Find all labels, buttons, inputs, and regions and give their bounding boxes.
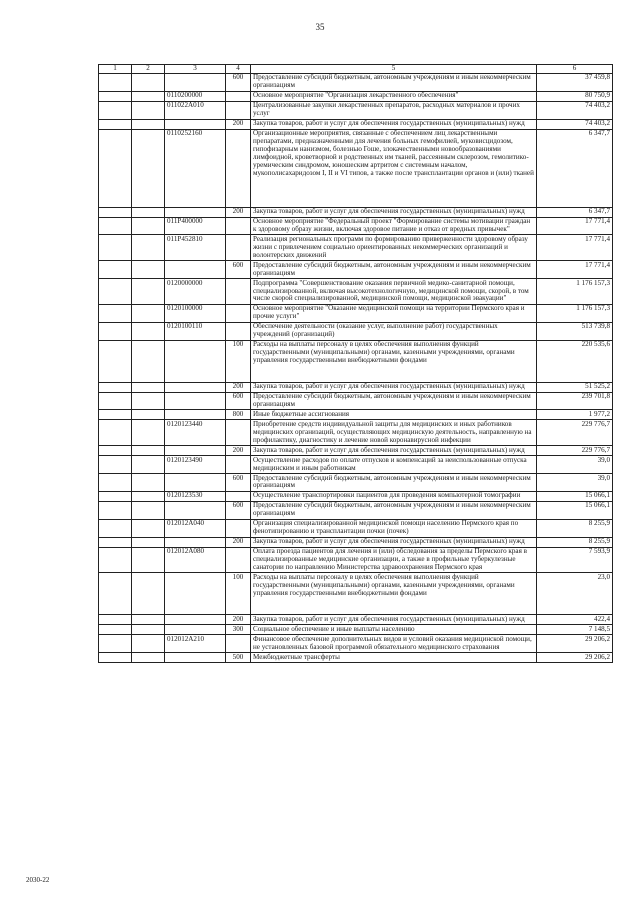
empty-cell xyxy=(99,420,132,446)
amount-value: 17 771,4 xyxy=(537,261,613,279)
amount-value: 6 347,7 xyxy=(537,129,613,207)
table-row xyxy=(99,446,613,456)
empty-cell xyxy=(132,537,165,547)
table-row xyxy=(99,322,613,340)
target-article-code xyxy=(165,537,226,547)
item-name: Закупка товаров, работ и услуг для обеспечения государственных (муниципальных) нужд xyxy=(251,537,537,547)
table-row xyxy=(99,304,613,322)
amount-value: 1 176 157,3 xyxy=(537,304,613,322)
amount-value: 39,0 xyxy=(537,474,613,492)
target-article-code xyxy=(165,207,226,217)
empty-cell xyxy=(99,519,132,537)
expense-type-code: 500 xyxy=(226,653,251,663)
target-article-code: 0120100000 xyxy=(165,304,226,322)
empty-cell xyxy=(132,625,165,635)
empty-cell xyxy=(132,573,165,615)
empty-cell xyxy=(99,322,132,340)
empty-cell xyxy=(99,635,132,653)
expense-type-code: 300 xyxy=(226,625,251,635)
target-article-code xyxy=(165,382,226,392)
empty-cell xyxy=(132,217,165,235)
target-article-code: 0120000000 xyxy=(165,279,226,305)
amount-value: 17 771,4 xyxy=(537,235,613,261)
empty-cell xyxy=(132,279,165,305)
item-name: Предоставление субсидий бюджетным, автономным учреждениям и иным некоммерческим организациям xyxy=(251,501,537,519)
amount-value: 513 739,8 xyxy=(537,322,613,340)
amount-value: 80 750,9 xyxy=(537,91,613,101)
target-article-code xyxy=(165,392,226,410)
table-row xyxy=(99,420,613,446)
table-row xyxy=(99,653,613,663)
empty-cell xyxy=(132,119,165,129)
empty-cell xyxy=(99,207,132,217)
column-header: 3 xyxy=(165,65,226,74)
table-row xyxy=(99,279,613,305)
table-row xyxy=(99,615,613,625)
table-row xyxy=(99,537,613,547)
empty-cell xyxy=(132,456,165,474)
table-row xyxy=(99,382,613,392)
target-article-code: 0120123530 xyxy=(165,491,226,501)
column-header: 5 xyxy=(251,65,537,74)
amount-value: 229 776,7 xyxy=(537,420,613,446)
item-name: Основное мероприятие "Организация лекарственного обеспечения" xyxy=(251,91,537,101)
expense-type-code: 800 xyxy=(226,410,251,420)
amount-value: 15 066,1 xyxy=(537,491,613,501)
empty-cell xyxy=(132,235,165,261)
table-row xyxy=(99,73,613,91)
table-row xyxy=(99,625,613,635)
target-article-code: 011Р452810 xyxy=(165,235,226,261)
expense-type-code: 600 xyxy=(226,73,251,91)
empty-cell xyxy=(99,392,132,410)
amount-value: 15 066,1 xyxy=(537,501,613,519)
amount-value: 7 148,5 xyxy=(537,625,613,635)
amount-value: 37 459,8 xyxy=(537,73,613,91)
amount-value: 74 403,2 xyxy=(537,101,613,119)
empty-cell xyxy=(132,474,165,492)
empty-cell xyxy=(99,653,132,663)
empty-cell xyxy=(132,261,165,279)
target-article-code xyxy=(165,573,226,615)
table-row xyxy=(99,129,613,207)
expense-type-code xyxy=(226,491,251,501)
empty-cell xyxy=(132,382,165,392)
empty-cell xyxy=(132,519,165,537)
target-article-code: 0120100110 xyxy=(165,322,226,340)
table-row xyxy=(99,119,613,129)
empty-cell xyxy=(132,322,165,340)
empty-cell xyxy=(132,615,165,625)
expense-type-code xyxy=(226,129,251,207)
empty-cell xyxy=(132,304,165,322)
amount-value: 220 535,6 xyxy=(537,340,613,382)
table-row xyxy=(99,519,613,537)
item-name: Предоставление субсидий бюджетным, автономным учреждениям и иным некоммерческим организациям xyxy=(251,261,537,279)
item-name: Организация специализированной медицинской помощи населению Пермского края по фенотипированию и трансплантации почки (почек) xyxy=(251,519,537,537)
item-name: Реализация региональных программ по формированию приверженности здоровому образу жизни с привлечением социально ориентированных некоммерческих организаций и волонтерских движений xyxy=(251,235,537,261)
target-article-code: 011022А010 xyxy=(165,101,226,119)
expense-type-code: 600 xyxy=(226,261,251,279)
expense-type-code xyxy=(226,519,251,537)
item-name: Закупка товаров, работ и услуг для обеспечения государственных (муниципальных) нужд xyxy=(251,382,537,392)
target-article-code xyxy=(165,73,226,91)
table-row xyxy=(99,340,613,382)
amount-value: 8 255,9 xyxy=(537,519,613,537)
expense-type-code: 200 xyxy=(226,382,251,392)
item-name: Основное мероприятие "Федеральный проект "Формирование системы мотивации граждан к здоровому образу жизни, включая здоровое питание и отказ от вредных привычек" xyxy=(251,217,537,235)
item-name: Закупка товаров, работ и услуг для обеспечения государственных (муниципальных) нужд xyxy=(251,207,537,217)
empty-cell xyxy=(132,73,165,91)
item-name: Основное мероприятие "Оказание медицинской помощи на территории Пермского края и прочие услуги" xyxy=(251,304,537,322)
empty-cell xyxy=(99,73,132,91)
expense-type-code: 200 xyxy=(226,537,251,547)
expense-type-code: 600 xyxy=(226,474,251,492)
empty-cell xyxy=(99,547,132,573)
table-row xyxy=(99,573,613,615)
empty-cell xyxy=(99,101,132,119)
empty-cell xyxy=(132,491,165,501)
amount-value: 229 776,7 xyxy=(537,446,613,456)
expense-type-code xyxy=(226,322,251,340)
expense-type-code xyxy=(226,635,251,653)
item-name: Осуществление расходов по оплате отпусков и компенсаций за неиспользованные отпуска медицинским и иным работникам xyxy=(251,456,537,474)
expense-type-code: 200 xyxy=(226,207,251,217)
table-row xyxy=(99,547,613,573)
target-article-code xyxy=(165,340,226,382)
target-article-code xyxy=(165,615,226,625)
amount-value: 6 347,7 xyxy=(537,207,613,217)
item-name: Приобретение средств индивидуальной защиты для медицинских и иных работников медицинских организаций, осуществляющих медицинскую деятельность, направленную на профилактику, диагностику и лечение новой коронавирусной инфекции xyxy=(251,420,537,446)
item-name: Обеспечение деятельности (оказание услуг, выполнение работ) государственных учреждений (организаций) xyxy=(251,322,537,340)
empty-cell xyxy=(132,420,165,446)
expense-type-code: 200 xyxy=(226,119,251,129)
column-header: 6 xyxy=(537,65,613,74)
target-article-code: 0120123440 xyxy=(165,420,226,446)
expense-type-code xyxy=(226,456,251,474)
expense-type-code xyxy=(226,420,251,446)
target-article-code xyxy=(165,446,226,456)
item-name: Оплата проезда пациентов для лечения и (или) обследования за пределы Пермского края в специализированные медицинские организации, а также в профильные туберкулезные санатории по направлению Министерства здравоохранения Пермского края xyxy=(251,547,537,573)
empty-cell xyxy=(99,129,132,207)
table-header-row xyxy=(99,65,613,74)
table-row xyxy=(99,392,613,410)
empty-cell xyxy=(99,91,132,101)
target-article-code: 0120123490 xyxy=(165,456,226,474)
expense-type-code xyxy=(226,279,251,305)
amount-value: 422,4 xyxy=(537,615,613,625)
expense-type-code xyxy=(226,235,251,261)
item-name: Подпрограмма "Совершенствование оказания первичной медико-санитарной помощи, специализированной, включая высокотехнологичную, медицинской помощи, скорой, в том числе скорой специализированной, медицинской помощи, медицинской эвакуации" xyxy=(251,279,537,305)
item-name: Предоставление субсидий бюджетным, автономным учреждениям и иным некоммерческим организациям xyxy=(251,392,537,410)
item-name: Иные бюджетные ассигнования xyxy=(251,410,537,420)
amount-value: 29 206,2 xyxy=(537,635,613,653)
expense-type-code xyxy=(226,217,251,235)
target-article-code xyxy=(165,119,226,129)
page-number: 35 xyxy=(315,22,325,32)
empty-cell xyxy=(99,446,132,456)
target-article-code xyxy=(165,410,226,420)
empty-cell xyxy=(99,119,132,129)
empty-cell xyxy=(99,382,132,392)
item-name: Расходы на выплаты персоналу в целях обеспечения выполнения функций государственными (муниципальными) органами, казенными учреждениями, органами управления государственными внебюджетными фондами xyxy=(251,573,537,615)
item-name: Предоставление субсидий бюджетным, автономным учреждениям и иным некоммерческим организациям xyxy=(251,474,537,492)
target-article-code xyxy=(165,625,226,635)
amount-value: 1 977,2 xyxy=(537,410,613,420)
footer-code: 2030-22 xyxy=(26,876,50,884)
table-row xyxy=(99,207,613,217)
empty-cell xyxy=(99,456,132,474)
item-name: Организационные мероприятия, связанные с обеспечением лиц лекарственными препаратами, предназначенными для лечения больных гемофилией, муковисцидозом, гипофизарным нанизмом, болезнью Гоше, злокачественными новообразованиями лимфоидной, кроветворной и родственных им тканей, рассеянным склерозом, гемолитико-уремическим синдромом, юношеским артритом с системным началом, мукополисахаридозом I, II и VI типов, а также после трансплантации органов и (или) тканей xyxy=(251,129,537,207)
amount-value: 7 593,9 xyxy=(537,547,613,573)
item-name: Предоставление субсидий бюджетным, автономным учреждениям и иным некоммерческим организациям xyxy=(251,73,537,91)
expense-type-code xyxy=(226,91,251,101)
amount-value: 1 176 157,3 xyxy=(537,279,613,305)
table-row xyxy=(99,101,613,119)
empty-cell xyxy=(99,615,132,625)
item-name: Закупка товаров, работ и услуг для обеспечения государственных (муниципальных) нужд xyxy=(251,119,537,129)
target-article-code xyxy=(165,261,226,279)
empty-cell xyxy=(132,635,165,653)
empty-cell xyxy=(99,501,132,519)
item-name: Централизованные закупки лекарственных препаратов, расходных материалов и прочих услуг xyxy=(251,101,537,119)
empty-cell xyxy=(99,340,132,382)
empty-cell xyxy=(132,91,165,101)
amount-value: 51 525,2 xyxy=(537,382,613,392)
budget-table xyxy=(98,64,613,663)
item-name: Социальное обеспечение и иные выплаты населению xyxy=(251,625,537,635)
empty-cell xyxy=(132,547,165,573)
expense-type-code: 600 xyxy=(226,392,251,410)
column-header: 1 xyxy=(99,65,132,74)
item-name: Финансовое обеспечение дополнительных видов и условий оказания медицинской помощи, не установленных базовой программой обязательного медицинского страхования xyxy=(251,635,537,653)
item-name: Расходы на выплаты персоналу в целях обеспечения выполнения функций государственными (муниципальными) органами, казенными учреждениями, органами управления государственными внебюджетными фондами xyxy=(251,340,537,382)
table-row xyxy=(99,410,613,420)
amount-value: 239 701,8 xyxy=(537,392,613,410)
table-row xyxy=(99,217,613,235)
table-row xyxy=(99,474,613,492)
amount-value: 74 403,2 xyxy=(537,119,613,129)
empty-cell xyxy=(132,207,165,217)
item-name: Межбюджетные трансферты xyxy=(251,653,537,663)
empty-cell xyxy=(132,410,165,420)
empty-cell xyxy=(99,279,132,305)
amount-value: 29 206,2 xyxy=(537,653,613,663)
empty-cell xyxy=(99,625,132,635)
expense-type-code: 200 xyxy=(226,446,251,456)
amount-value: 17 771,4 xyxy=(537,217,613,235)
empty-cell xyxy=(99,491,132,501)
column-header: 4 xyxy=(226,65,251,74)
target-article-code xyxy=(165,501,226,519)
empty-cell xyxy=(99,474,132,492)
column-header: 2 xyxy=(132,65,165,74)
empty-cell xyxy=(99,217,132,235)
empty-cell xyxy=(132,392,165,410)
item-name: Закупка товаров, работ и услуг для обеспечения государственных (муниципальных) нужд xyxy=(251,446,537,456)
target-article-code xyxy=(165,653,226,663)
target-article-code: 012012А040 xyxy=(165,519,226,537)
table-row xyxy=(99,635,613,653)
amount-value: 39,0 xyxy=(537,456,613,474)
empty-cell xyxy=(99,304,132,322)
amount-value: 8 255,9 xyxy=(537,537,613,547)
expense-type-code xyxy=(226,101,251,119)
empty-cell xyxy=(99,537,132,547)
table-row xyxy=(99,235,613,261)
target-article-code: 012012А210 xyxy=(165,635,226,653)
amount-value: 23,0 xyxy=(537,573,613,615)
target-article-code: 0110200000 xyxy=(165,91,226,101)
expense-type-code: 200 xyxy=(226,615,251,625)
empty-cell xyxy=(132,101,165,119)
target-article-code: 012012А080 xyxy=(165,547,226,573)
table-row xyxy=(99,261,613,279)
table-row xyxy=(99,456,613,474)
expense-type-code: 100 xyxy=(226,340,251,382)
expense-type-code: 100 xyxy=(226,573,251,615)
empty-cell xyxy=(132,129,165,207)
target-article-code xyxy=(165,474,226,492)
table-row xyxy=(99,501,613,519)
expense-type-code xyxy=(226,304,251,322)
expense-type-code: 600 xyxy=(226,501,251,519)
empty-cell xyxy=(132,340,165,382)
table-row xyxy=(99,91,613,101)
empty-cell xyxy=(99,261,132,279)
empty-cell xyxy=(132,446,165,456)
target-article-code: 011Р400000 xyxy=(165,217,226,235)
empty-cell xyxy=(99,573,132,615)
item-name: Осуществление транспортировки пациентов для проведения компьютерной томографии xyxy=(251,491,537,501)
item-name: Закупка товаров, работ и услуг для обеспечения государственных (муниципальных) нужд xyxy=(251,615,537,625)
empty-cell xyxy=(132,653,165,663)
empty-cell xyxy=(99,410,132,420)
empty-cell xyxy=(99,235,132,261)
empty-cell xyxy=(132,501,165,519)
expense-type-code xyxy=(226,547,251,573)
table-row xyxy=(99,491,613,501)
target-article-code: 0110252160 xyxy=(165,129,226,207)
